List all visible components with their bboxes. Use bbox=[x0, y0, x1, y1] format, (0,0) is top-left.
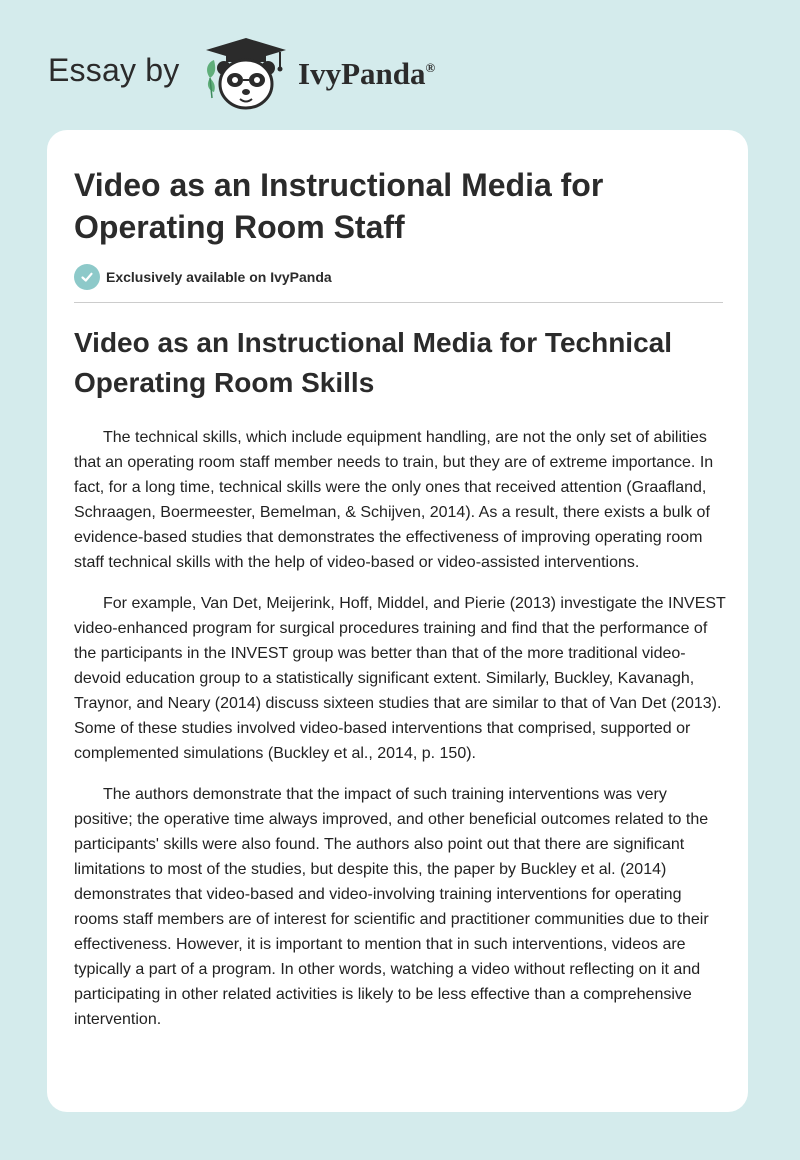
essay-card bbox=[47, 130, 748, 1112]
page-title: Video as an Instructional Media for Operating Room Staff bbox=[74, 167, 604, 245]
paragraph-3: The authors demonstrate that the impact of such training interventions was very positive; the operative time always improved, and other beneficial outcomes related to the participants' skills were also found. The authors also point out that there are significant limitations to most of the studies, but despite this, the paper by Buckley et al. (2014) demonstrates that video-based and video-involving training interventions for operating rooms staff members are of interest for scientific and practitioner communities due to their effectiveness. However, it is important to mention that in such interventions, videos are typically a part of a program. In other words, watching a video without reflecting on it and participating in other related activities is likely to be less effective than a comprehensive intervention. bbox=[74, 786, 709, 1028]
paragraph-1: The technical skills, which include equipment handling, are not the only set of abilities that an operating room staff member needs to train, but they are of extreme importance. In fact, for a long time, technical skills were the only ones that received attention (Graafland, Schraagen, Boermeester, Bemelman, & Schijven, 2014). As a result, there exists a bulk of evidence-based studies that demonstrates the effectiveness of improving operating room staff technical skills with the help of video-based or video-assisted interventions. bbox=[74, 429, 714, 571]
brand-name: IvyPanda bbox=[298, 56, 426, 91]
essay-by-label: Essay by bbox=[48, 52, 180, 88]
divider bbox=[74, 302, 723, 303]
site-header bbox=[0, 0, 800, 128]
essay-body bbox=[74, 425, 726, 1048]
check-icon bbox=[74, 264, 100, 290]
panda-logo-icon[interactable] bbox=[200, 36, 292, 112]
section-heading: Video as an Instructional Media for Technical Operating Room Skills bbox=[74, 327, 672, 398]
exclusive-badge bbox=[74, 264, 332, 290]
registered-mark: ® bbox=[425, 60, 436, 75]
paragraph-2: For example, Van Det, Meijerink, Hoff, Middel, and Pierie (2013) investigate the INVEST video-enhanced program for surgical procedures training and find that the performance of the participants in the INVEST group was better than that of the more traditional video-devoid education group to a statistically significant extent. Similarly, Buckley, Kavanagh, Traynor, and Neary (2014) discuss sixteen studies that are similar to that of Van Det (2013). Some of these studies involved video-based interventions that comprised, supported or complemented simulations (Buckley et al., 2014, p. 150). bbox=[74, 595, 726, 762]
badge-text: Exclusively available on IvyPanda bbox=[106, 269, 332, 285]
ivypanda-brand[interactable] bbox=[298, 56, 435, 92]
